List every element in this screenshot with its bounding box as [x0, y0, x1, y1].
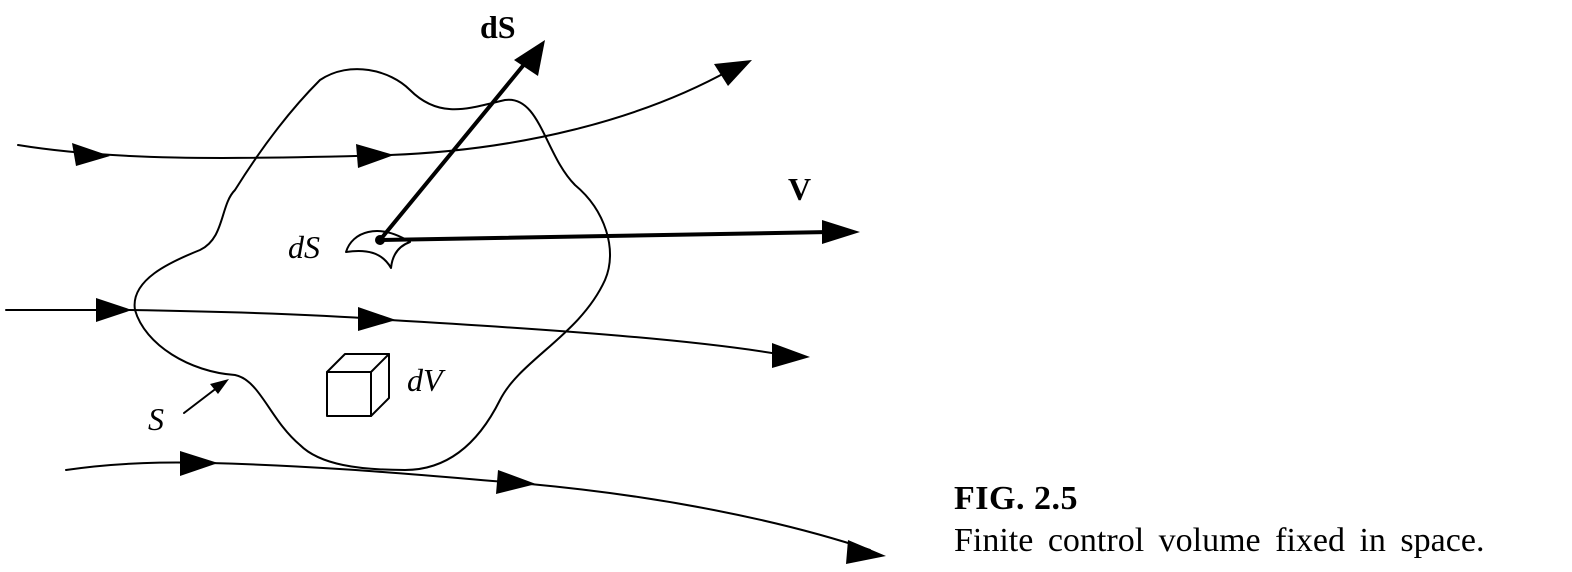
figure-caption	[954, 478, 1484, 562]
streamline-3-arrow-mid-1	[180, 451, 218, 476]
volume-element-label: dV	[407, 362, 443, 398]
streamline-1-arrow-end	[714, 60, 752, 86]
control-surface-S	[135, 69, 610, 470]
streamline-1-arrow-mid-1	[72, 143, 110, 166]
figure-caption-text: Finite control volume fixed in space.	[954, 522, 1485, 559]
surface-element-label: dS	[288, 229, 320, 265]
streamline-1	[18, 70, 730, 158]
streamline-2-arrow-mid-1	[96, 298, 132, 322]
volume-element-dV-front	[327, 372, 371, 416]
surface-leader-line	[184, 387, 218, 413]
velocity-vector-arrowhead	[822, 220, 860, 244]
streamline-3-arrow-end	[846, 540, 886, 564]
velocity-label: V	[788, 171, 812, 207]
streamline-3-arrow-mid-2	[496, 470, 536, 494]
streamline-2-arrow-mid-2	[358, 307, 396, 331]
surface-label: S	[148, 401, 164, 437]
figure-number: FIG. 2.5	[954, 480, 1078, 517]
dS-vector-label: dS	[480, 9, 516, 45]
streamline-3	[66, 463, 870, 550]
volume-element-dV-top	[327, 354, 389, 372]
streamline-2-arrow-end	[772, 343, 810, 368]
streamline-1-arrow-mid-2	[356, 144, 394, 168]
streamline-2	[6, 310, 790, 356]
velocity-vector-shaft	[380, 232, 830, 240]
